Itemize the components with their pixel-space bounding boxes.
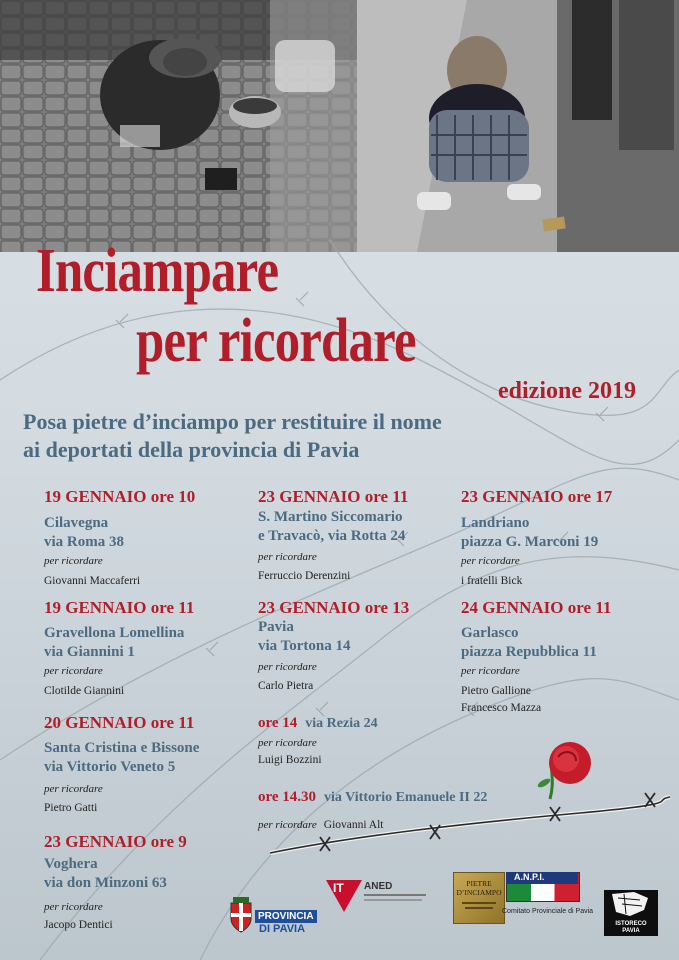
event-address: piazza Repubblica 11 [461,644,597,660]
event-address: via Vittorio Veneto 5 [44,759,176,775]
aned-logo [324,876,434,916]
per-ricordare-label: per ricordare [44,665,103,677]
aned-name: ANED [364,881,393,892]
rose-barbed-wire-illustration [250,735,679,885]
per-ricordare-label: per ricordare [44,555,103,567]
photo-stone-placement-illustration [0,0,357,252]
event-time: ore 14.30 [258,789,317,805]
event-date: 23 GENNAIO ore 9 [44,832,187,851]
title-line-1: Inciampare [36,237,279,305]
aned-mark: IT [333,881,344,895]
event-23-gennaio-ore-11 [258,487,408,585]
per-ricordare-label: per ricordare [258,737,317,749]
victim-name: Luigi Bozzini [258,754,322,766]
event-place: Gravellona Lomellina [44,625,185,641]
aned-triangle-icon [324,878,364,914]
photo-stone-placement [0,0,357,252]
victim-name: Jacopo Dentici [44,919,113,931]
aned-subtext-line [364,894,426,896]
event-place: Cilavegna [44,515,109,531]
anpi-name: A.N.P.I. [514,872,545,882]
edition-label: edizione 2019 [498,378,636,404]
victim-name: Ferruccio Derenzini [258,570,351,582]
istoreco-map-icon [604,890,658,922]
per-ricordare-label: per ricordare [258,819,317,831]
event-19-gennaio-ore-10 [44,487,195,590]
title-line-2: per ricordare [136,307,416,375]
event-place: S. Martino Siccomario [258,509,403,525]
event-23-gennaio-ore-17 [461,487,612,590]
event-23-gennaio-ore-13 [258,598,409,695]
event-19-gennaio-ore-11 [44,598,194,700]
event-address: e Travacò, via Rotta 24 [258,528,406,544]
event-place: Garlasco [461,625,519,641]
victim-name: Clotilde Giannini [44,685,125,697]
event-23-gennaio-ore-9 [44,832,187,934]
anpi-logo [500,868,594,920]
victim-name: Pietro Gatti [44,802,98,814]
istoreco-line-1: ISTORECO [615,921,647,927]
istoreco-line-2: PAVIA [622,928,640,934]
event-date: 19 GENNAIO ore 11 [44,598,195,617]
photo-girl-crouching-illustration [357,0,679,252]
event-date: 24 GENNAIO ore 11 [461,598,612,617]
victim-name: i fratelli Bick [461,575,523,587]
event-place: Santa Cristina e Bissone [44,740,200,756]
event-place: Voghera [44,856,98,872]
pietre-text-line [465,907,493,909]
event-date: 23 GENNAIO ore 11 [258,487,409,506]
event-address: via Rezia 24 [305,716,378,731]
provincia-crest-icon [229,897,253,933]
victim-name: Pietro Gallione [461,685,531,697]
per-ricordare-label: per ricordare [461,665,520,677]
subtitle-line-1: Posa pietre d’inciampo per restituire il nome [23,409,442,434]
pietre-line-1: PIETRE [466,879,492,888]
victim-name: Giovanni Maccaferri [44,575,141,587]
event-address: via Roma 38 [44,534,124,550]
event-address: piazza G. Marconi 19 [461,534,599,550]
photo-girl-crouching [357,0,679,252]
per-ricordare-label: per ricordare [461,555,520,567]
victim-name: Giovanni Alt [323,819,384,831]
event-address: via Giannini 1 [44,644,135,660]
provincia-label: PROVINCIA [255,910,317,923]
per-ricordare-label: per ricordare [44,901,103,913]
event-24-gennaio-ore-11 [461,598,611,717]
event-20-gennaio-ore-11 [44,713,199,817]
event-date: 23 GENNAIO ore 17 [461,487,613,506]
pietre-text-line [462,902,496,904]
event-date: 19 GENNAIO ore 10 [44,487,196,506]
event-address: via don Minzoni 63 [44,875,167,891]
event-date: 20 GENNAIO ore 11 [44,713,195,732]
event-place: Pavia [258,619,294,635]
event-time: ore 14 [258,715,298,731]
victim-name: Carlo Pietra [258,680,314,692]
pietre-line-2: D’INCIAMPO [456,888,502,897]
istoreco-pavia-logo [604,890,658,936]
event-address: via Vittorio Emanuele II 22 [324,790,488,805]
per-ricordare-label: per ricordare [258,661,317,673]
pavia-label: DI PAVIA [259,923,306,935]
anpi-caption: Comitato Provinciale di Pavia [502,908,594,915]
per-ricordare-label: per ricordare [258,551,317,563]
aned-subtext-line [364,899,422,901]
victim-name: Francesco Mazza [461,702,542,714]
event-place: Landriano [461,515,530,531]
provincia-di-pavia-logo [229,893,317,937]
pietre-inciampo-logo [453,872,505,924]
subtitle-line-2: ai deportati della provincia di Pavia [23,437,360,462]
subtitle [23,408,442,464]
per-ricordare-label: per ricordare [44,783,103,795]
event-date: 23 GENNAIO ore 13 [258,598,410,617]
event-address: via Tortona 14 [258,638,351,654]
